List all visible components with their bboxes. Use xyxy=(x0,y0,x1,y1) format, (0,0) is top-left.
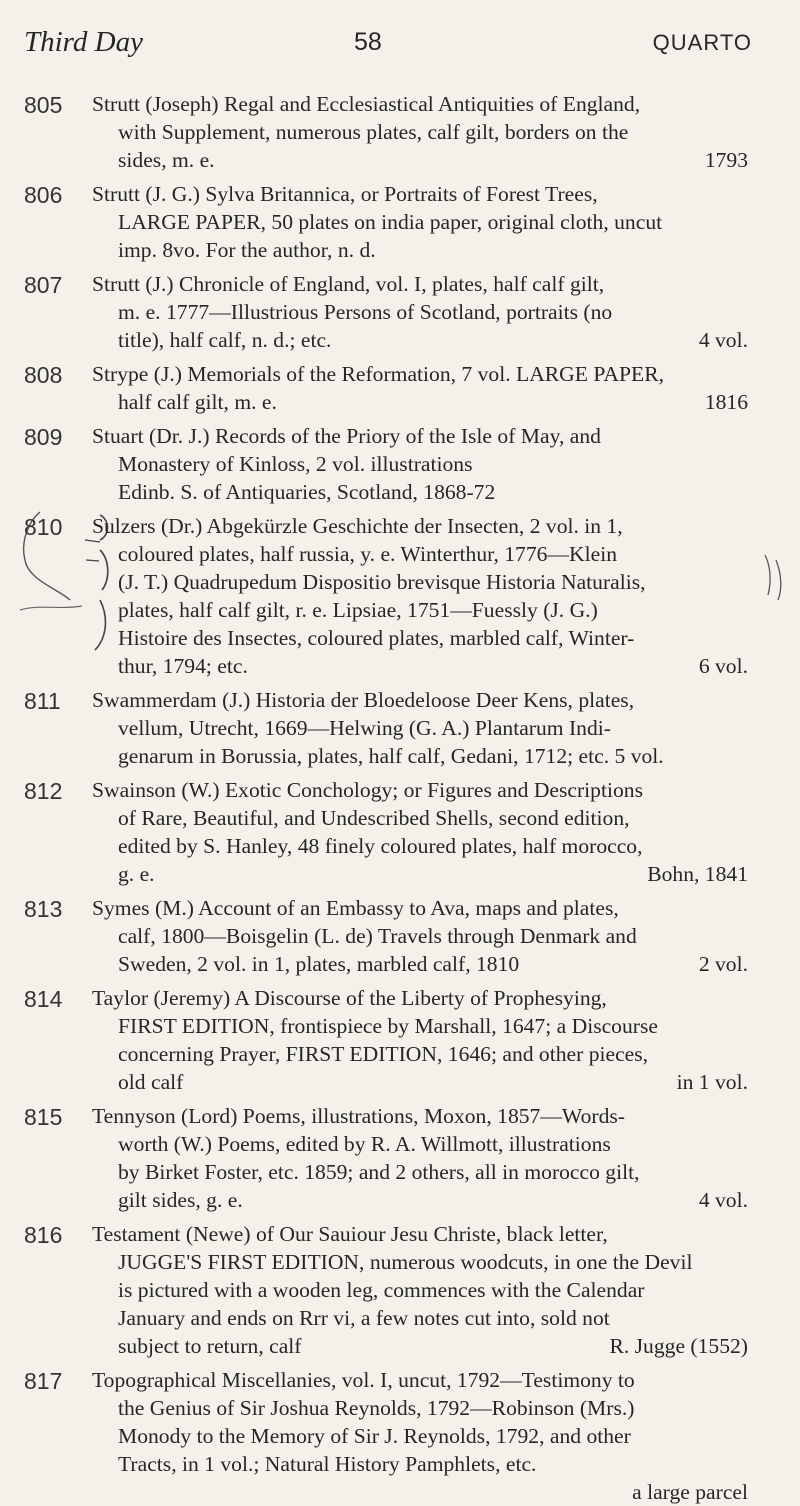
line-text: Strutt (J. G.) Sylva Britannica, or Portraits of Forest Trees, xyxy=(92,182,598,206)
lot-number: 817 xyxy=(24,1368,63,1394)
lot-list xyxy=(0,90,800,1506)
lot-number: 807 xyxy=(24,272,63,298)
lot-description xyxy=(92,1220,748,1360)
description-line xyxy=(92,922,748,950)
line-text: Testament (Newe) of Our Sauiour Jesu Christe, black letter, xyxy=(92,1222,608,1246)
line-text: Strutt (J.) Chronicle of England, vol. I, plates, half calf gilt, xyxy=(92,272,605,296)
line-text: January and ends on Rrr vi, a few notes cut into, sold not xyxy=(118,1306,610,1330)
lot-entry xyxy=(0,360,800,416)
description-line xyxy=(92,804,748,832)
description-line xyxy=(92,1186,748,1214)
line-end-note: in 1 vol. xyxy=(676,1070,748,1094)
lot-description xyxy=(92,776,748,888)
line-text: vellum, Utrecht, 1669—Helwing (G. A.) Plantarum Indi- xyxy=(118,716,611,740)
line-text: g. e. xyxy=(118,862,155,886)
description-line xyxy=(92,950,748,978)
lot-number: 814 xyxy=(24,986,63,1012)
line-text: old calf xyxy=(118,1070,184,1094)
lot-entry xyxy=(0,1220,800,1360)
lot-number: 806 xyxy=(24,182,63,208)
lot-number: 815 xyxy=(24,1104,63,1130)
description-line xyxy=(92,596,748,624)
line-text: FIRST EDITION, frontispiece by Marshall, 1647; a Discourse xyxy=(118,1014,658,1038)
line-end-note: 4 vol. xyxy=(698,1188,748,1212)
lot-number: 812 xyxy=(24,778,63,804)
line-end-note: R. Jugge (1552) xyxy=(609,1334,748,1358)
format-heading: QUARTO xyxy=(652,30,752,55)
description-line xyxy=(92,360,748,388)
line-text: the Genius of Sir Joshua Reynolds, 1792—Robinson (Mrs.) xyxy=(118,1396,635,1420)
line-end-note: 1793 xyxy=(704,148,748,172)
line-text: edited by S. Hanley, 48 finely coloured plates, half morocco, xyxy=(118,834,643,858)
description-line xyxy=(92,270,748,298)
line-text: imp. 8vo. For the author, n. d. xyxy=(118,238,376,262)
lot-entry xyxy=(0,776,800,888)
description-line xyxy=(92,1220,748,1248)
line-text: with Supplement, numerous plates, calf gilt, borders on the xyxy=(118,120,629,144)
line-end-note: 6 vol. xyxy=(698,654,748,678)
description-line xyxy=(92,540,748,568)
line-text: plates, half calf gilt, r. e. Lipsiae, 1751—Fuessly (J. G.) xyxy=(118,598,598,622)
description-line xyxy=(92,652,748,680)
lot-description xyxy=(92,1102,748,1214)
description-line xyxy=(92,1332,748,1360)
description-line xyxy=(92,1158,748,1186)
line-text: title), half calf, n. d.; etc. xyxy=(118,328,332,352)
description-line xyxy=(92,388,748,416)
description-line xyxy=(92,450,748,478)
lot-number: 808 xyxy=(24,362,63,388)
line-text: Monody to the Memory of Sir J. Reynolds, 1792, and other xyxy=(118,1424,631,1448)
line-text: subject to return, calf xyxy=(118,1334,302,1358)
line-text: Tennyson (Lord) Poems, illustrations, Moxon, 1857—Words- xyxy=(92,1104,625,1128)
description-line xyxy=(92,1248,748,1276)
description-line xyxy=(92,1276,748,1304)
description-line xyxy=(92,686,748,714)
description-line xyxy=(92,776,748,804)
line-text: JUGGE'S FIRST EDITION, numerous woodcuts, in one the Devil xyxy=(118,1250,693,1274)
line-text: Histoire des Insectes, coloured plates, marbled calf, Winter- xyxy=(118,626,635,650)
lot-description xyxy=(92,360,748,416)
description-line xyxy=(92,326,748,354)
description-line xyxy=(92,146,748,174)
line-text: Strutt (Joseph) Regal and Ecclesiastical Antiquities of England, xyxy=(92,92,641,116)
description-line xyxy=(92,568,748,596)
description-line xyxy=(92,208,748,236)
description-line xyxy=(92,624,748,652)
description-line xyxy=(92,90,748,118)
lot-entry xyxy=(0,180,800,264)
description-line xyxy=(92,832,748,860)
lot-description xyxy=(92,422,748,506)
line-text: by Birket Foster, etc. 1859; and 2 others, all in morocco gilt, xyxy=(118,1160,640,1184)
line-end-note: 2 vol. xyxy=(698,952,748,976)
lot-entry xyxy=(0,422,800,506)
line-text: Sulzers (Dr.) Abgekürzle Geschichte der Insecten, 2 vol. in 1, xyxy=(92,514,623,538)
lot-entry xyxy=(0,1102,800,1214)
line-end-note: 4 vol. xyxy=(698,328,748,352)
description-line xyxy=(92,894,748,922)
description-line xyxy=(92,1478,748,1506)
lot-description xyxy=(92,894,748,978)
description-line xyxy=(92,1068,748,1096)
line-text: Sweden, 2 vol. in 1, plates, marbled calf, 1810 xyxy=(118,952,520,976)
lot-number: 816 xyxy=(24,1222,63,1248)
description-line xyxy=(92,1304,748,1332)
running-head xyxy=(24,26,752,62)
line-text: gilt sides, g. e. xyxy=(118,1188,243,1212)
lot-description xyxy=(92,512,748,680)
description-line xyxy=(92,180,748,208)
line-text: concerning Prayer, FIRST EDITION, 1646; and other pieces, xyxy=(118,1042,649,1066)
line-text: Topographical Miscellanies, vol. I, uncut, 1792—Testimony to xyxy=(92,1368,635,1392)
lot-description xyxy=(92,1366,748,1506)
line-text: Strype (J.) Memorials of the Reformation, 7 vol. LARGE PAPER, xyxy=(92,362,664,386)
lot-entry xyxy=(0,270,800,354)
line-text: of Rare, Beautiful, and Undescribed Shells, second edition, xyxy=(118,806,630,830)
line-text: worth (W.) Poems, edited by R. A. Willmott, illustrations xyxy=(118,1132,611,1156)
line-text: is pictured with a wooden leg, commences with the Calendar xyxy=(118,1278,645,1302)
lot-description xyxy=(92,180,748,264)
description-line xyxy=(92,860,748,888)
line-end-note: a large parcel xyxy=(632,1480,748,1504)
line-end-note: Bohn, 1841 xyxy=(647,862,748,886)
lot-entry xyxy=(0,1366,800,1506)
line-text: Monastery of Kinloss, 2 vol. illustrations xyxy=(118,452,473,476)
lot-entry xyxy=(0,512,800,680)
description-line xyxy=(92,1012,748,1040)
description-line xyxy=(92,1422,748,1450)
description-line xyxy=(92,236,748,264)
description-line xyxy=(92,1102,748,1130)
description-line xyxy=(92,984,748,1012)
line-text: Taylor (Jeremy) A Discourse of the Liberty of Prophesying, xyxy=(92,986,607,1010)
lot-description xyxy=(92,984,748,1096)
lot-entry xyxy=(0,686,800,770)
description-line xyxy=(92,714,748,742)
sale-day-heading: Third Day xyxy=(24,26,143,58)
line-text: coloured plates, half russia, y. e. Winterthur, 1776—Klein xyxy=(118,542,617,566)
description-line xyxy=(92,1130,748,1158)
description-line xyxy=(92,1040,748,1068)
line-end-note: 1816 xyxy=(704,390,748,414)
lot-number: 805 xyxy=(24,92,63,118)
line-text: Symes (M.) Account of an Embassy to Ava, maps and plates, xyxy=(92,896,619,920)
lot-description xyxy=(92,270,748,354)
lot-description xyxy=(92,90,748,174)
description-line xyxy=(92,478,748,506)
lot-description xyxy=(92,686,748,770)
line-text: Stuart (Dr. J.) Records of the Priory of the Isle of May, and xyxy=(92,424,601,448)
lot-number: 813 xyxy=(24,896,63,922)
line-text: LARGE PAPER, 50 plates on india paper, original cloth, uncut xyxy=(118,210,663,234)
lot-number: 810 xyxy=(24,514,63,540)
lot-number: 811 xyxy=(24,688,61,714)
line-text: Tracts, in 1 vol.; Natural History Pamphlets, etc. xyxy=(118,1452,537,1476)
lot-entry xyxy=(0,90,800,174)
description-line xyxy=(92,118,748,146)
line-text: (J. T.) Quadrupedum Dispositio brevisque Historia Naturalis, xyxy=(118,570,646,594)
description-line xyxy=(92,1450,748,1478)
line-text: Edinb. S. of Antiquaries, Scotland, 1868-72 xyxy=(118,480,496,504)
line-text: calf, 1800—Boisgelin (L. de) Travels through Denmark and xyxy=(118,924,637,948)
line-text: Swainson (W.) Exotic Conchology; or Figures and Descriptions xyxy=(92,778,643,802)
description-line xyxy=(92,422,748,450)
lot-entry xyxy=(0,894,800,978)
line-text: thur, 1794; etc. xyxy=(118,654,248,678)
line-text: sides, m. e. xyxy=(118,148,215,172)
line-text: half calf gilt, m. e. xyxy=(118,390,277,414)
description-line xyxy=(92,1394,748,1422)
description-line xyxy=(92,298,748,326)
lot-entry xyxy=(0,984,800,1096)
line-text: Swammerdam (J.) Historia der Bloedeloose Deer Kens, plates, xyxy=(92,688,635,712)
description-line xyxy=(92,1366,748,1394)
lot-number: 809 xyxy=(24,424,63,450)
description-line xyxy=(92,742,748,770)
page-number: 58 xyxy=(354,28,382,56)
line-text: m. e. 1777—Illustrious Persons of Scotland, portraits (no xyxy=(118,300,613,324)
line-text: genarum in Borussia, plates, half calf, Gedani, 1712; etc. 5 vol. xyxy=(118,744,664,768)
description-line xyxy=(92,512,748,540)
